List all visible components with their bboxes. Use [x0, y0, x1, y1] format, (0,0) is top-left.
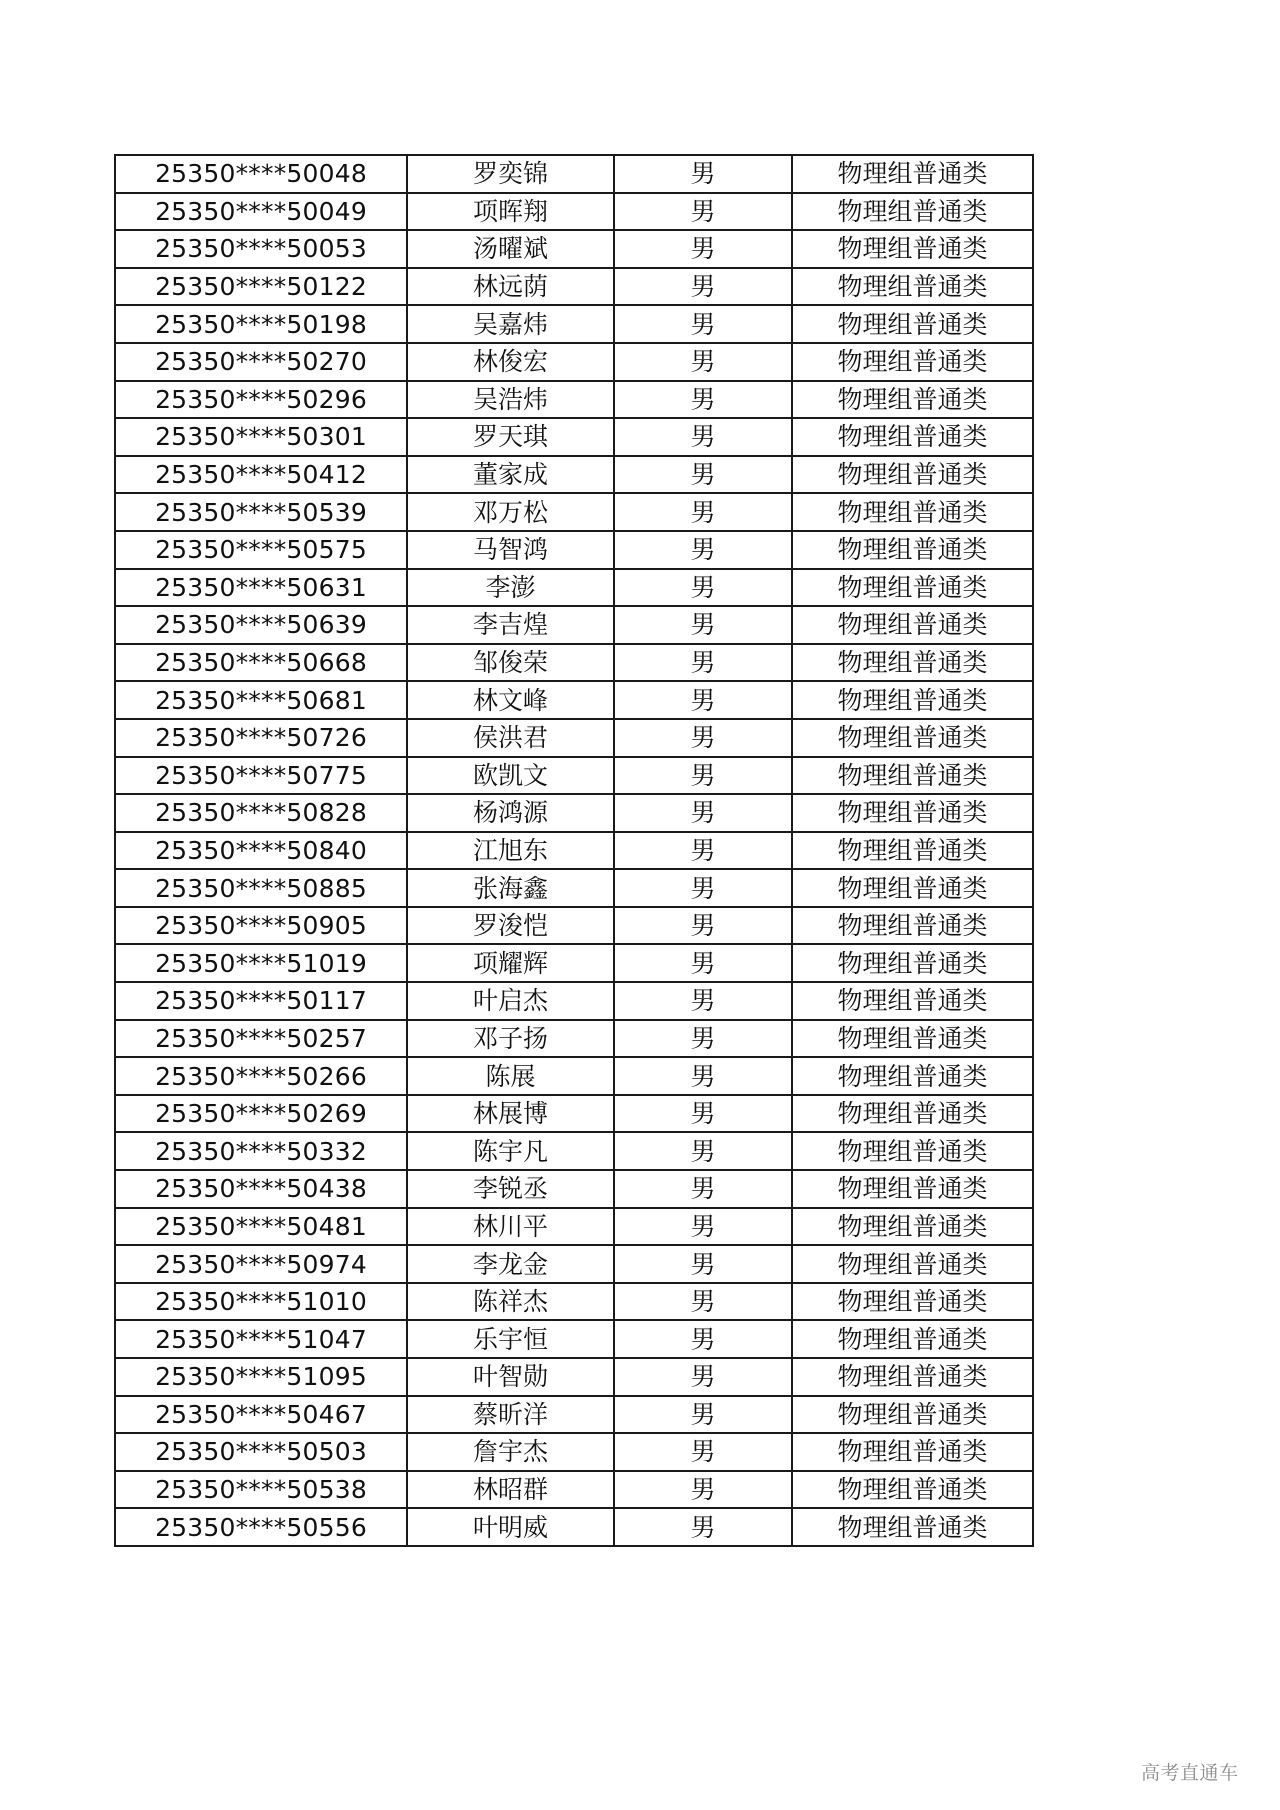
name-cell: 叶明威	[407, 1508, 614, 1546]
name-cell: 项耀辉	[407, 944, 614, 982]
table-row	[115, 794, 1033, 832]
name-cell: 林远荫	[407, 268, 614, 306]
gender-cell: 男	[614, 1471, 792, 1509]
name-cell: 陈宇凡	[407, 1132, 614, 1170]
gender-cell: 男	[614, 832, 792, 870]
candidate-id-cell: 25350****50828	[115, 794, 407, 832]
category-cell: 物理组普通类	[792, 456, 1033, 494]
table-row	[115, 1471, 1033, 1509]
table-row	[115, 193, 1033, 231]
category-cell: 物理组普通类	[792, 381, 1033, 419]
table-row	[115, 493, 1033, 531]
category-cell: 物理组普通类	[792, 1057, 1033, 1095]
candidate-id-cell: 25350****50974	[115, 1245, 407, 1283]
table-row	[115, 757, 1033, 795]
candidate-id-cell: 25350****50122	[115, 268, 407, 306]
name-cell: 林文峰	[407, 681, 614, 719]
category-cell: 物理组普通类	[792, 569, 1033, 607]
candidate-id-cell: 25350****50905	[115, 907, 407, 945]
table-row	[115, 907, 1033, 945]
category-cell: 物理组普通类	[792, 1508, 1033, 1546]
name-cell: 乐宇恒	[407, 1320, 614, 1358]
candidate-id-cell: 25350****50538	[115, 1471, 407, 1509]
name-cell: 杨鸿源	[407, 794, 614, 832]
table-row	[115, 343, 1033, 381]
candidate-id-cell: 25350****50840	[115, 832, 407, 870]
name-cell: 邓万松	[407, 493, 614, 531]
candidate-id-cell: 25350****50631	[115, 569, 407, 607]
name-cell: 李锐丞	[407, 1170, 614, 1208]
category-cell: 物理组普通类	[792, 1396, 1033, 1434]
candidate-id-cell: 25350****50668	[115, 644, 407, 682]
category-cell: 物理组普通类	[792, 268, 1033, 306]
gender-cell: 男	[614, 644, 792, 682]
gender-cell: 男	[614, 268, 792, 306]
name-cell: 陈展	[407, 1057, 614, 1095]
table-row	[115, 1020, 1033, 1058]
gender-cell: 男	[614, 681, 792, 719]
category-cell: 物理组普通类	[792, 1471, 1033, 1509]
category-cell: 物理组普通类	[792, 869, 1033, 907]
name-cell: 邹俊荣	[407, 644, 614, 682]
candidate-id-cell: 25350****50412	[115, 456, 407, 494]
gender-cell: 男	[614, 1208, 792, 1246]
gender-cell: 男	[614, 1320, 792, 1358]
gender-cell: 男	[614, 1358, 792, 1396]
table-row	[115, 1508, 1033, 1546]
table-row	[115, 1320, 1033, 1358]
table-row	[115, 982, 1033, 1020]
category-cell: 物理组普通类	[792, 606, 1033, 644]
watermark-text: 高考直通车	[1141, 1762, 1239, 1784]
category-cell: 物理组普通类	[792, 418, 1033, 456]
name-cell: 罗天琪	[407, 418, 614, 456]
gender-cell: 男	[614, 343, 792, 381]
table-row	[115, 1095, 1033, 1133]
name-cell: 侯洪君	[407, 719, 614, 757]
name-cell: 李吉煌	[407, 606, 614, 644]
category-cell: 物理组普通类	[792, 794, 1033, 832]
gender-cell: 男	[614, 1170, 792, 1208]
name-cell: 罗浚恺	[407, 907, 614, 945]
gender-cell: 男	[614, 944, 792, 982]
candidate-id-cell: 25350****50639	[115, 606, 407, 644]
gender-cell: 男	[614, 1020, 792, 1058]
gender-cell: 男	[614, 869, 792, 907]
gender-cell: 男	[614, 794, 792, 832]
gender-cell: 男	[614, 1132, 792, 1170]
name-cell: 马智鸿	[407, 531, 614, 569]
name-cell: 项晖翔	[407, 193, 614, 231]
category-cell: 物理组普通类	[792, 832, 1033, 870]
category-cell: 物理组普通类	[792, 1283, 1033, 1321]
candidate-id-cell: 25350****50048	[115, 155, 407, 193]
gender-cell: 男	[614, 1095, 792, 1133]
table-row	[115, 944, 1033, 982]
category-cell: 物理组普通类	[792, 982, 1033, 1020]
gender-cell: 男	[614, 569, 792, 607]
table-row	[115, 1208, 1033, 1246]
category-cell: 物理组普通类	[792, 644, 1033, 682]
candidate-id-cell: 25350****50556	[115, 1508, 407, 1546]
name-cell: 邓子扬	[407, 1020, 614, 1058]
candidate-id-cell: 25350****50266	[115, 1057, 407, 1095]
name-cell: 林川平	[407, 1208, 614, 1246]
candidate-id-cell: 25350****50270	[115, 343, 407, 381]
gender-cell: 男	[614, 305, 792, 343]
gender-cell: 男	[614, 1283, 792, 1321]
name-cell: 陈祥杰	[407, 1283, 614, 1321]
candidate-id-cell: 25350****50575	[115, 531, 407, 569]
name-cell: 林昭群	[407, 1471, 614, 1509]
table-row	[115, 644, 1033, 682]
name-cell: 欧凯文	[407, 757, 614, 795]
name-cell: 吴嘉炜	[407, 305, 614, 343]
name-cell: 林展博	[407, 1095, 614, 1133]
candidate-id-cell: 25350****51047	[115, 1320, 407, 1358]
table-row	[115, 1132, 1033, 1170]
table-row	[115, 1245, 1033, 1283]
gender-cell: 男	[614, 1057, 792, 1095]
table-row	[115, 381, 1033, 419]
category-cell: 物理组普通类	[792, 719, 1033, 757]
gender-cell: 男	[614, 1396, 792, 1434]
gender-cell: 男	[614, 982, 792, 1020]
name-cell: 吴浩炜	[407, 381, 614, 419]
gender-cell: 男	[614, 381, 792, 419]
category-cell: 物理组普通类	[792, 1320, 1033, 1358]
category-cell: 物理组普通类	[792, 1095, 1033, 1133]
gender-cell: 男	[614, 493, 792, 531]
candidate-id-cell: 25350****50681	[115, 681, 407, 719]
table-row	[115, 1283, 1033, 1321]
table-row	[115, 719, 1033, 757]
candidate-id-cell: 25350****50117	[115, 982, 407, 1020]
table-row	[115, 569, 1033, 607]
candidate-id-cell: 25350****50332	[115, 1132, 407, 1170]
candidate-id-cell: 25350****50198	[115, 305, 407, 343]
name-cell: 汤曜斌	[407, 230, 614, 268]
candidate-id-cell: 25350****50503	[115, 1433, 407, 1471]
gender-cell: 男	[614, 193, 792, 231]
category-cell: 物理组普通类	[792, 1132, 1033, 1170]
category-cell: 物理组普通类	[792, 305, 1033, 343]
table-row	[115, 832, 1033, 870]
name-cell: 董家成	[407, 456, 614, 494]
category-cell: 物理组普通类	[792, 155, 1033, 193]
category-cell: 物理组普通类	[792, 907, 1033, 945]
gender-cell: 男	[614, 719, 792, 757]
candidate-id-cell: 25350****50481	[115, 1208, 407, 1246]
table-row	[115, 305, 1033, 343]
candidate-id-cell: 25350****50049	[115, 193, 407, 231]
category-cell: 物理组普通类	[792, 1020, 1033, 1058]
gender-cell: 男	[614, 907, 792, 945]
candidate-id-cell: 25350****50296	[115, 381, 407, 419]
category-cell: 物理组普通类	[792, 681, 1033, 719]
candidate-id-cell: 25350****50269	[115, 1095, 407, 1133]
category-cell: 物理组普通类	[792, 757, 1033, 795]
table-row	[115, 1433, 1033, 1471]
roster-body	[115, 155, 1033, 1546]
gender-cell: 男	[614, 1433, 792, 1471]
candidate-id-cell: 25350****51010	[115, 1283, 407, 1321]
table-row	[115, 1057, 1033, 1095]
candidate-id-cell: 25350****50885	[115, 869, 407, 907]
name-cell: 叶智勋	[407, 1358, 614, 1396]
candidate-id-cell: 25350****51095	[115, 1358, 407, 1396]
name-cell: 蔡昕洋	[407, 1396, 614, 1434]
name-cell: 叶启杰	[407, 982, 614, 1020]
candidate-id-cell: 25350****51019	[115, 944, 407, 982]
candidate-id-cell: 25350****50775	[115, 757, 407, 795]
category-cell: 物理组普通类	[792, 944, 1033, 982]
category-cell: 物理组普通类	[792, 1358, 1033, 1396]
category-cell: 物理组普通类	[792, 343, 1033, 381]
gender-cell: 男	[614, 757, 792, 795]
name-cell: 张海鑫	[407, 869, 614, 907]
table-row	[115, 869, 1033, 907]
candidate-id-cell: 25350****50053	[115, 230, 407, 268]
table-row	[115, 1396, 1033, 1434]
name-cell: 林俊宏	[407, 343, 614, 381]
candidate-id-cell: 25350****50467	[115, 1396, 407, 1434]
gender-cell: 男	[614, 1508, 792, 1546]
table-row	[115, 155, 1033, 193]
gender-cell: 男	[614, 155, 792, 193]
table-row	[115, 418, 1033, 456]
gender-cell: 男	[614, 456, 792, 494]
table-row	[115, 230, 1033, 268]
table-row	[115, 606, 1033, 644]
name-cell: 李龙金	[407, 1245, 614, 1283]
category-cell: 物理组普通类	[792, 493, 1033, 531]
category-cell: 物理组普通类	[792, 1433, 1033, 1471]
gender-cell: 男	[614, 606, 792, 644]
candidate-id-cell: 25350****50257	[115, 1020, 407, 1058]
name-cell: 詹宇杰	[407, 1433, 614, 1471]
candidate-id-cell: 25350****50539	[115, 493, 407, 531]
table-row	[115, 531, 1033, 569]
table-row	[115, 1170, 1033, 1208]
category-cell: 物理组普通类	[792, 1170, 1033, 1208]
candidate-id-cell: 25350****50301	[115, 418, 407, 456]
category-cell: 物理组普通类	[792, 1245, 1033, 1283]
category-cell: 物理组普通类	[792, 193, 1033, 231]
category-cell: 物理组普通类	[792, 531, 1033, 569]
category-cell: 物理组普通类	[792, 230, 1033, 268]
gender-cell: 男	[614, 1245, 792, 1283]
candidate-id-cell: 25350****50438	[115, 1170, 407, 1208]
candidate-roster-table	[114, 154, 1034, 1547]
table-row	[115, 456, 1033, 494]
gender-cell: 男	[614, 230, 792, 268]
table-row	[115, 268, 1033, 306]
candidate-id-cell: 25350****50726	[115, 719, 407, 757]
name-cell: 罗奕锦	[407, 155, 614, 193]
name-cell: 江旭东	[407, 832, 614, 870]
table-row	[115, 1358, 1033, 1396]
table-row	[115, 681, 1033, 719]
category-cell: 物理组普通类	[792, 1208, 1033, 1246]
gender-cell: 男	[614, 531, 792, 569]
name-cell: 李澎	[407, 569, 614, 607]
gender-cell: 男	[614, 418, 792, 456]
